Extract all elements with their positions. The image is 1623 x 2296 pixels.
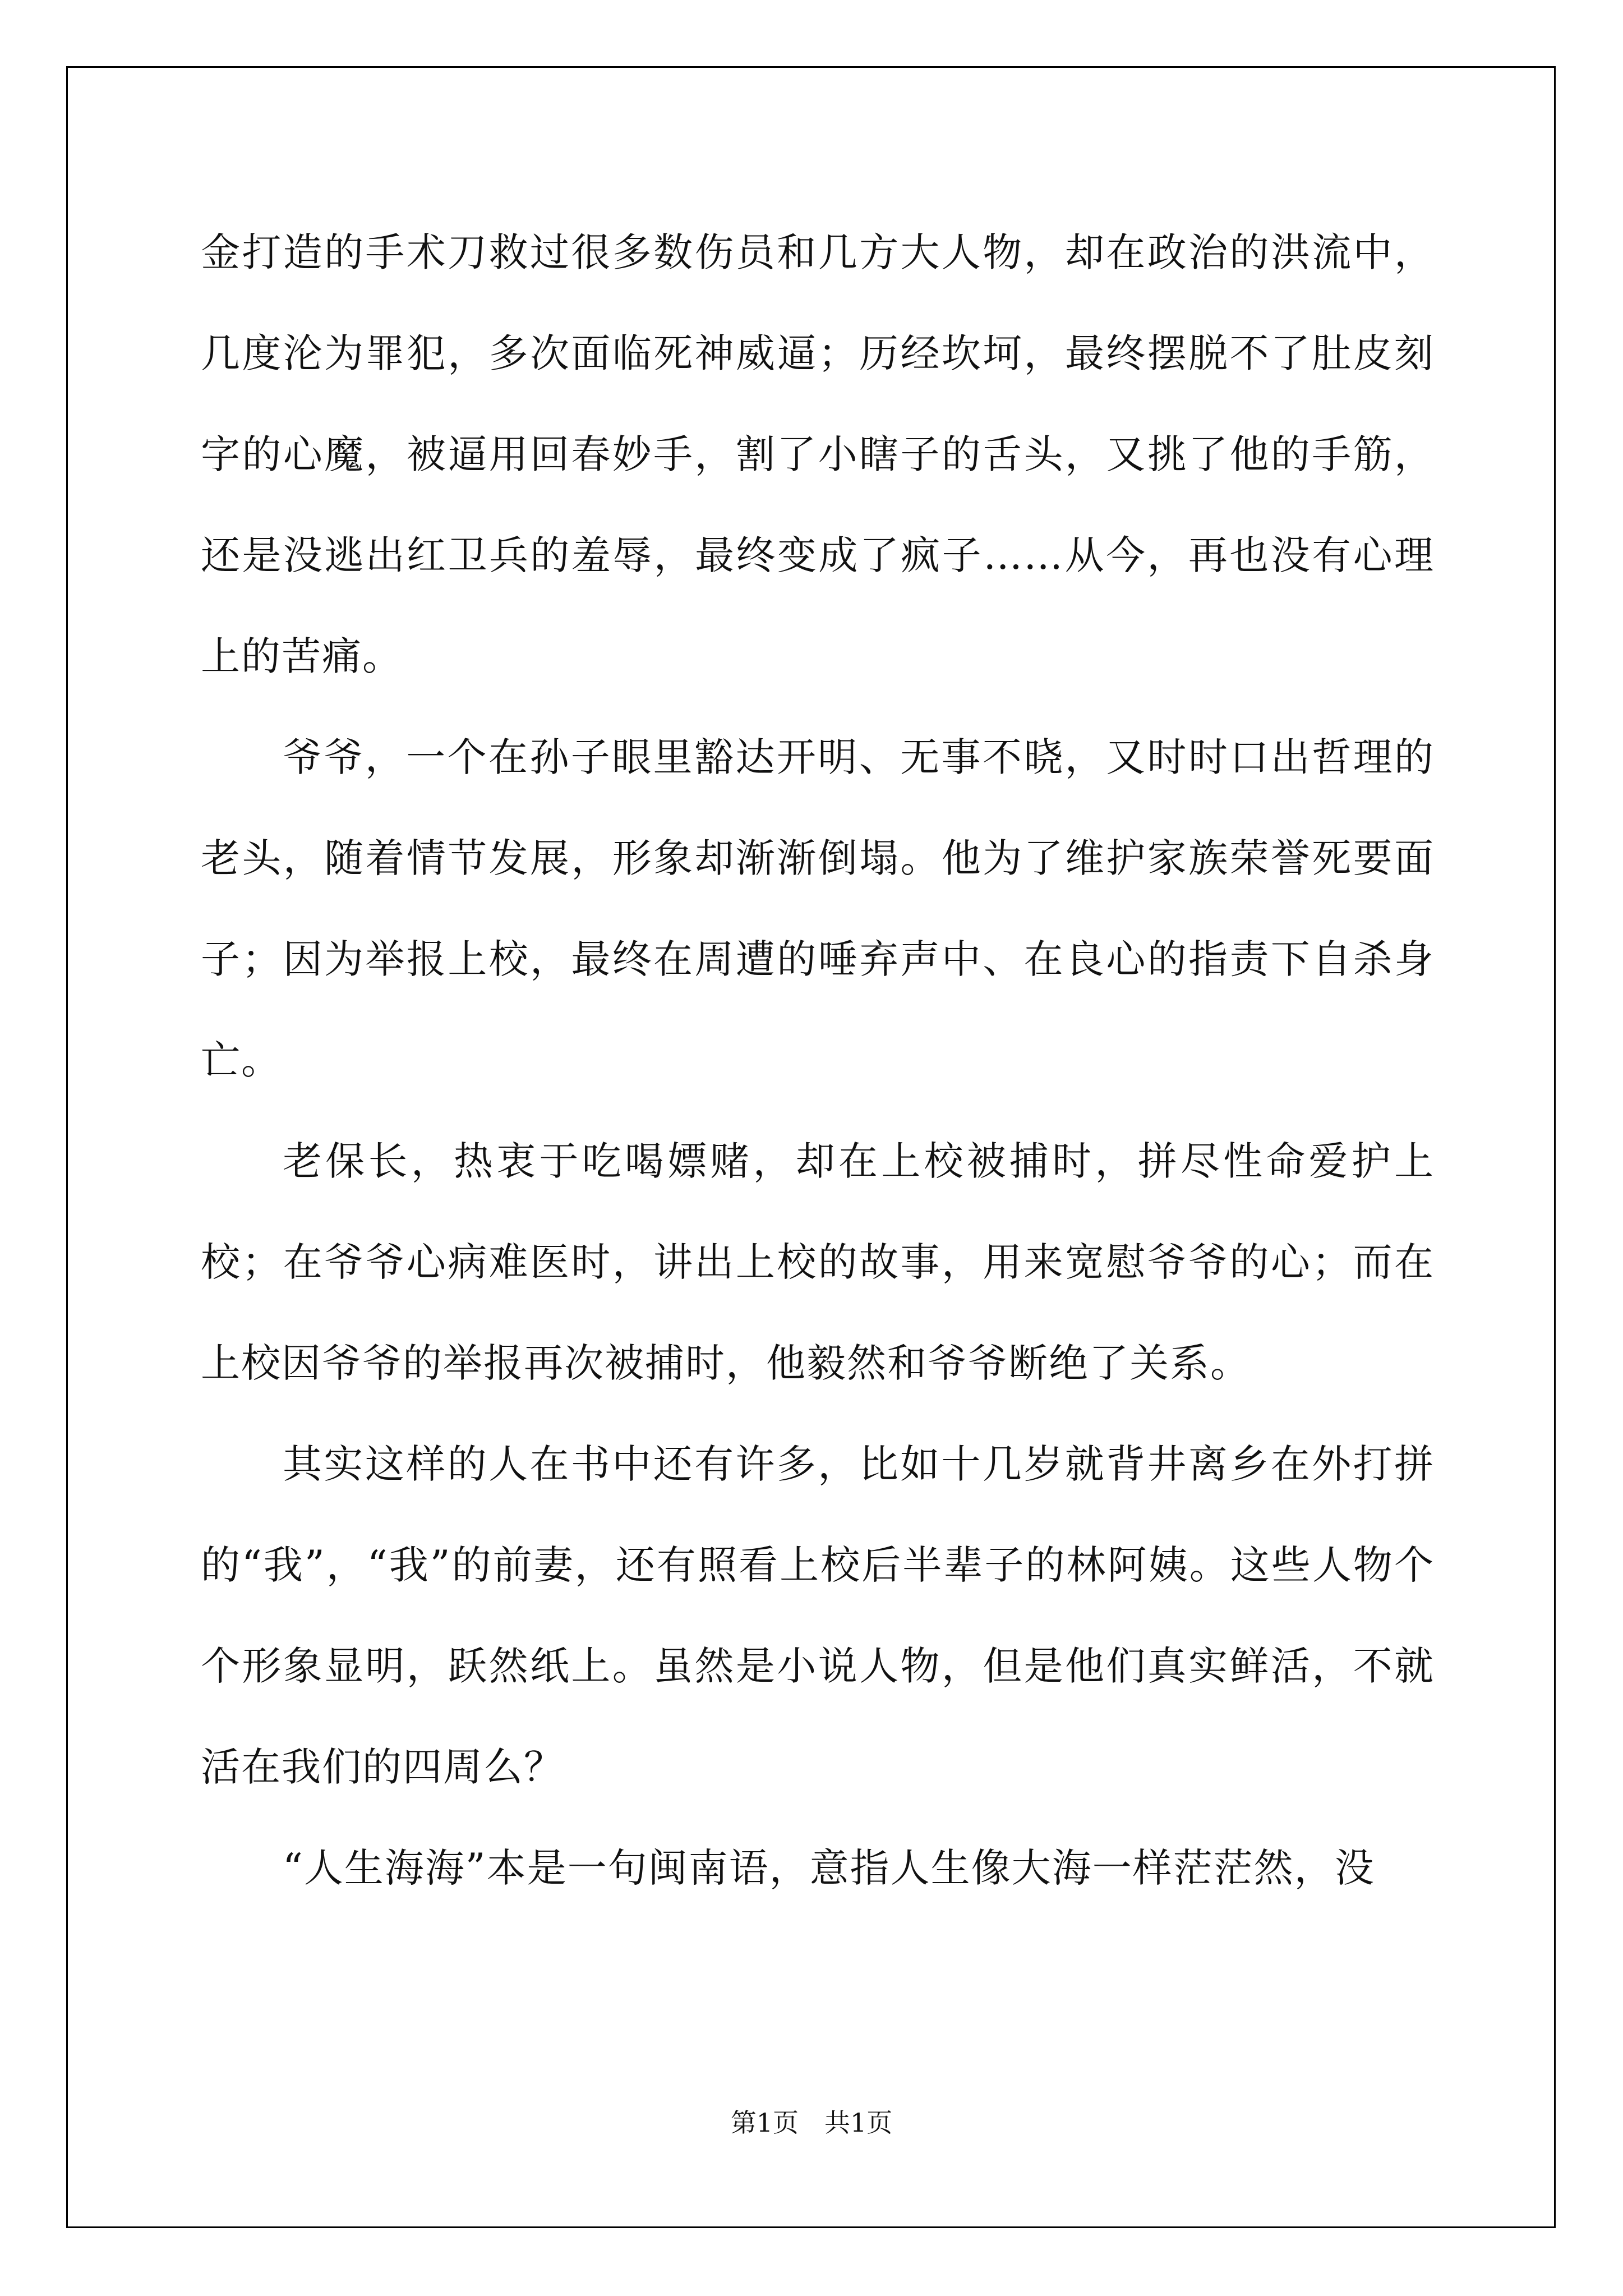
page-number-footer: 第1页 共1页 <box>730 2108 893 2138</box>
paragraph-5: “人生海海”本是一句闽南语，意指人生像大海一样茫茫然，没 <box>283 1845 1375 1891</box>
document-body <box>201 202 1435 1918</box>
paragraph-1: 金打造的手术刀救过很多数伤员和几方大人物，却在政治的洪流中，几度沦为罪犯，多次面临死神威逼；历经坎坷，最终摆脱不了肚皮刻字的心魔，被逼用回春妙手，割了小瞎子的舌头，又挑了他的手筋，还是没逃出红卫兵的羞辱，最终变成了疯子……从今，再也没有心理上的苦痛。 <box>201 229 1435 679</box>
paragraph-2: 爷爷，一个在孙子眼里豁达开明、无事不晓，又时时口出哲理的老头，随着情节发展，形象却渐渐倒塌。他为了维护家族荣誉死要面子；因为举报上校，最终在周遭的唾弃声中、在良心的指责下自杀身亡。 <box>201 734 1435 1083</box>
paragraph-4: 其实这样的人在书中还有许多，比如十几岁就背井离乡在外打拼的“我”，“我”的前妻，还有照看上校后半辈子的林阿姨。这些人物个个形象显明，跃然纸上。虽然是小说人物，但是他们真实鲜活，不就活在我们的四周么？ <box>201 1441 1435 1790</box>
paragraph-3: 老保长，热衷于吃喝嫖赌，却在上校被捕时，拼尽性命爱护上校；在爷爷心病难医时，讲出上校的故事，用来宽慰爷爷的心；而在上校因爷爷的举报再次被捕时，他毅然和爷爷断绝了关系。 <box>201 1138 1435 1386</box>
